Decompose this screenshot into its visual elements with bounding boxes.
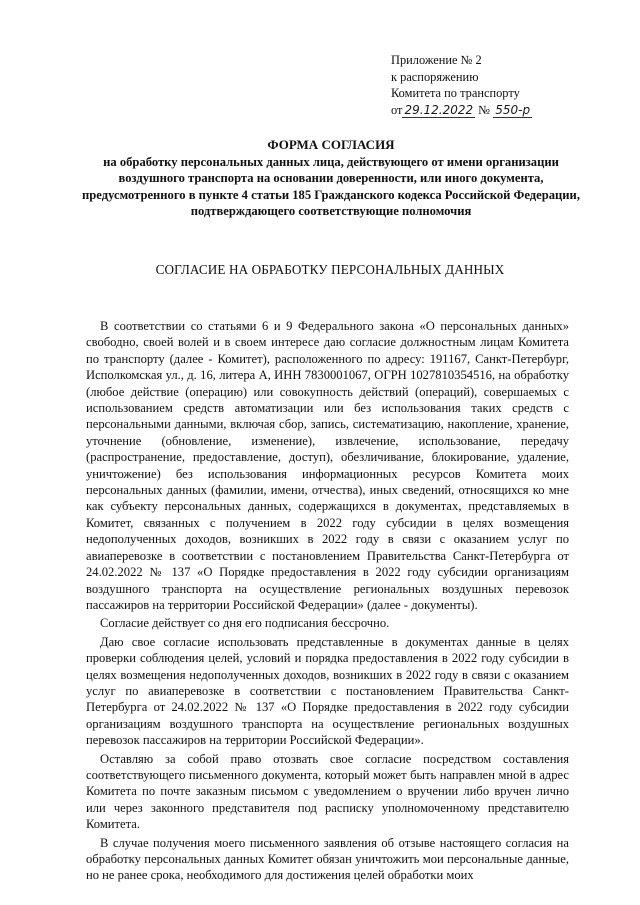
handwritten-order-number: 550-р xyxy=(495,102,531,117)
appendix-date-line xyxy=(391,102,621,119)
form-subtitle: на обработку персональных данных лица, действующего от имени организации воздушного транспорта на основании доверенности, или иного документа, предусмотренного в пункте 4 статьи 185 Гражданского кодекса Российской Федерации, подтверждающего соответствующие полномочия xyxy=(82,154,580,219)
appendix-number: Приложение № 2 xyxy=(391,53,482,67)
paragraph: Согласие действует со дня его подписания бессрочно. xyxy=(100,616,390,631)
handwritten-date: 29.12.2022 xyxy=(404,102,474,117)
appendix-block xyxy=(391,52,621,118)
date-prefix: от xyxy=(391,102,403,117)
form-title-block xyxy=(82,137,580,220)
paragraph: Даю свое согласие использовать представленные в документах данные в целях проверки соблюдения целей, условий и порядка предоставления в 2022 году субсидии в целях возмещения недополученных доходов, возникших в 2022 году в связи с оказанием услуг по авиаперевозке в соответствии с постановлением Правительства Санкт-Петербурга от 24.02.2022 № 137 «О Порядке предоставления в 2022 году субсидии организациям воздушного транспорта на осуществление региональных воздушных перевозок пассажиров на территории Российской Федерации». xyxy=(86,634,569,748)
paragraph: В случае получения моего письменного заявления об отзыве настоящего согласия на обработку персональных данных Комитет обязан уничтожить мои персональные данные, но не ранее срока, необходимого для достижения целей обработки моих xyxy=(86,835,569,883)
paragraph: Оставляю за собой право отозвать свое согласие посредством составления соответствующего письменного документа, который может быть направлен мной в адрес Комитета по почте заказным письмом с уведомлением о вручении либо вручен лично или через законного представителя под расписку уполномоченному представителю Комитета. xyxy=(86,751,569,832)
paragraph: В соответствии со статьями 6 и 9 Федерального закона «О персональных данных» свободно, своей волей и в своем интересе даю согласие должностным лицам Комитета по транспорту (далее - Комитет), расположенного по адресу: 191167, Санкт-Петербург, Исполкомская ул., д. 16, литера А, ИНН 7830001067, ОГРН 1027810354516, на обработку (любое действие (операцию) или совокупность действий (операций), совершаемых с использованием средств автоматизации или без использования таких средств с персональными данными, включая сбор, запись, систематизацию, накопление, хранение, уточнение (обновление, изменение), извлечение, использование, передачу (распространение, предоставление, доступ), обезличивание, блокирование, удаление, уничтожение) без использования информационных ресурсов Комитета моих персональных данных (фамилии, имени, отчества), иных сведений, относящихся ко мне как субъекту персональных данных, содержащихся в документах, представляемых в Комитет, связанных с получением в 2022 году субсидии в целях возмещения недополученных доходов, возникших в 2022 году в связи с оказанием услуг по авиаперевозке в соответствии с постановлением Правительства Санкт-Петербурга от 24.02.2022 № 137 «О Порядке предоставления в 2022 году субсидии организациям воздушного транспорта на осуществление региональных воздушных перевозок пассажиров на территории Российской Федерации» (далее - документы). xyxy=(86,319,569,612)
appendix-order-ref: к распоряжению xyxy=(391,69,479,84)
consent-body xyxy=(86,318,569,884)
appendix-committee: Комитета по транспорту xyxy=(391,86,520,100)
number-prefix: № xyxy=(478,102,491,117)
form-title: ФОРМА СОГЛАСИЯ xyxy=(267,137,395,152)
consent-heading: СОГЛАСИЕ НА ОБРАБОТКУ ПЕРСОНАЛЬНЫХ ДАННЫХ xyxy=(155,262,505,277)
